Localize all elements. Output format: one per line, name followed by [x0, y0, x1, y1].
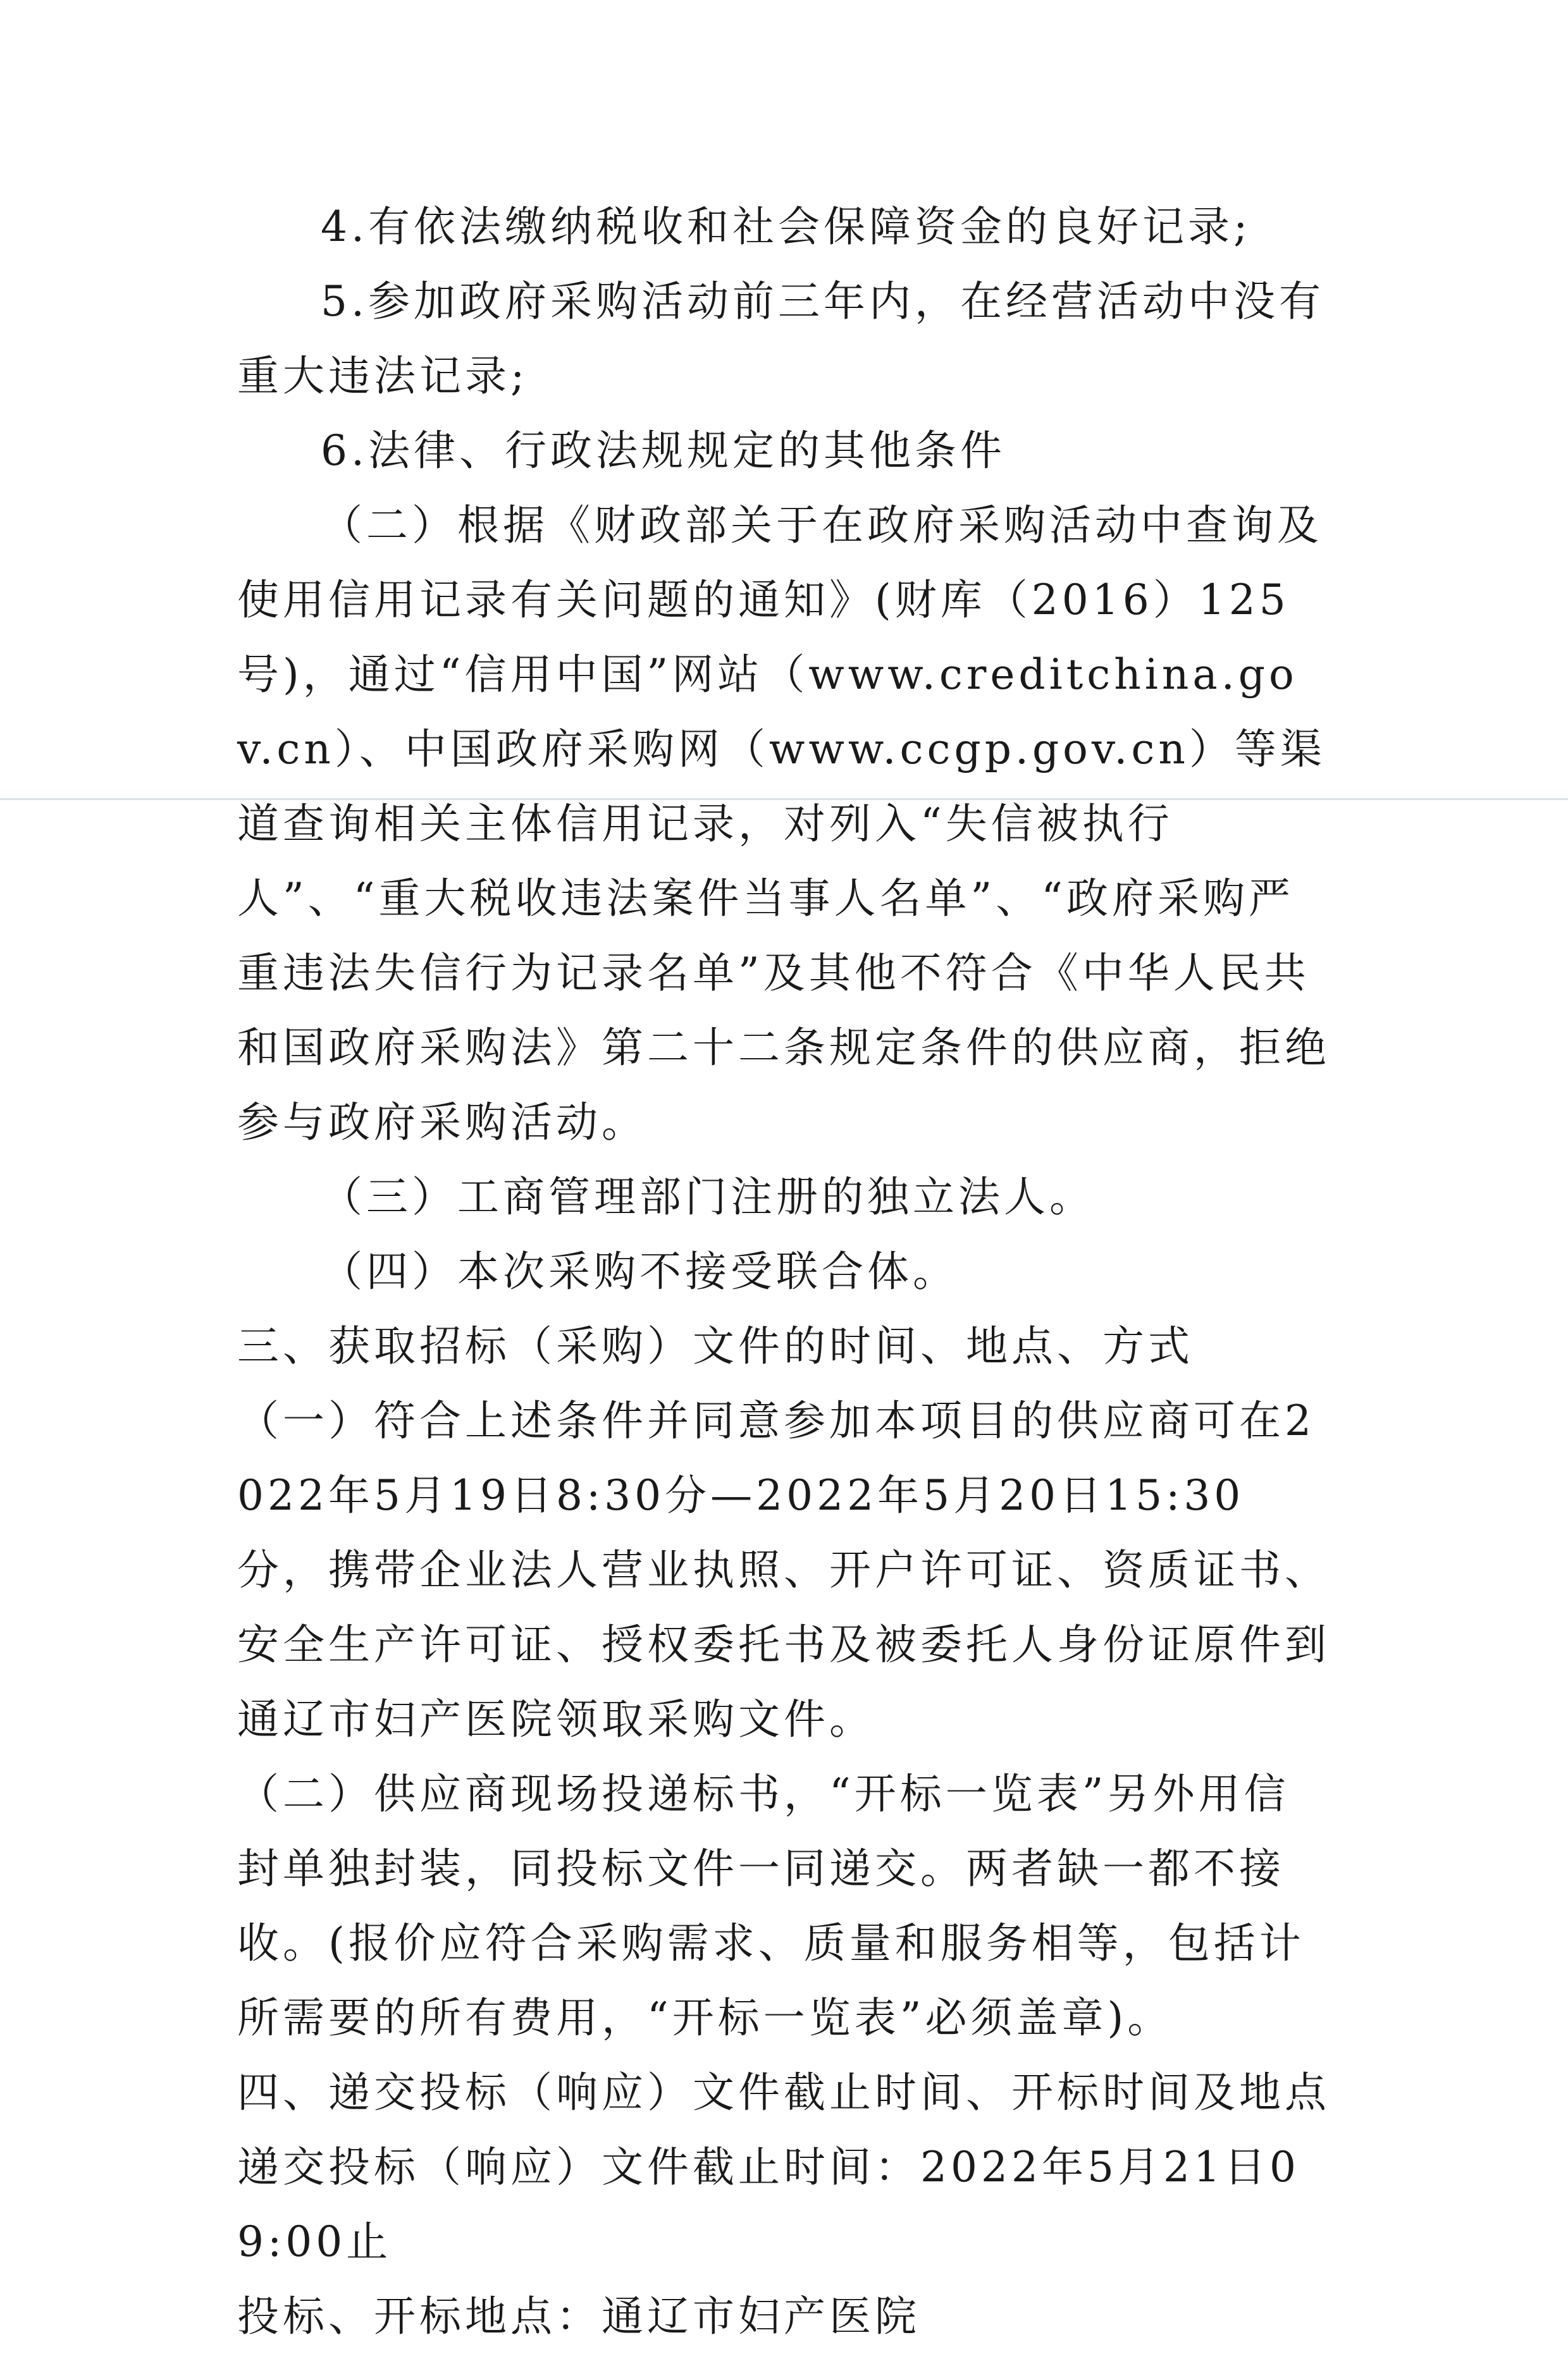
- paragraph-credit-check: （二）根据《财政部关于在政府采购活动中查询及使用信用记录有关问题的通知》(财库（2016）125号)，通过“信用中国”网站（www.creditchina.gov.cn）、中国政府采购网（www.ccgp.gov.cn）等渠道查询相关主体信用记录，对列入“失信被执行人”、“重大税收违法案件当事人名单”、“政府采购严重违法失信行为记录名单”及其他不符合《中华人民共和国政府采购法》第二十二条规定条件的供应商，拒绝参与政府采购活动。: [237, 501, 1330, 1147]
- section-heading-deadline: 四、递交投标（响应）文件截止时间、开标时间及地点: [237, 2068, 1330, 2117]
- paragraph-no-consortium: （四）本次采购不接受联合体。: [321, 1247, 958, 1296]
- document-body: [237, 190, 1335, 2354]
- paragraph-obtain-time: （一）符合上述条件并同意参加本项目的供应商可在2022年5月19日8:30分—2022年5月20日15:30分，携带企业法人营业执照、开户许可证、资质证书、安全生产许可证、授权委托书及被委托人身份证原件到通辽市妇产医院领取采购文件。: [237, 1396, 1330, 1744]
- paragraph-deadline-time: 递交投标（响应）文件截止时间：2022年5月21日09:00止: [237, 2143, 1300, 2266]
- paragraph-no-violation: 5.参加政府采购活动前三年内，在经营活动中没有重大违法记录;: [237, 277, 1324, 400]
- paragraph-bid-location: 投标、开标地点：通辽市妇产医院: [237, 2292, 920, 2341]
- paragraph-other-conditions: 6.法律、行政法规规定的其他条件: [321, 426, 1006, 475]
- paragraph-bid-submission: （二）供应商现场投递标书，“开标一览表”另外用信封单独封装，同投标文件一同递交。两者缺一都不接收。(报价应符合采购需求、质量和服务相等，包括计所需要的所有费用，“开标一览表”必须盖章)。: [237, 1770, 1305, 2042]
- section-heading-obtain-documents: 三、获取招标（采购）文件的时间、地点、方式: [237, 1322, 1194, 1371]
- paragraph-tax-record: 4.有依法缴纳税收和社会保障资金的良好记录;: [321, 202, 1252, 251]
- paragraph-independent-legal-person: （三）工商管理部门注册的独立法人。: [321, 1173, 1095, 1221]
